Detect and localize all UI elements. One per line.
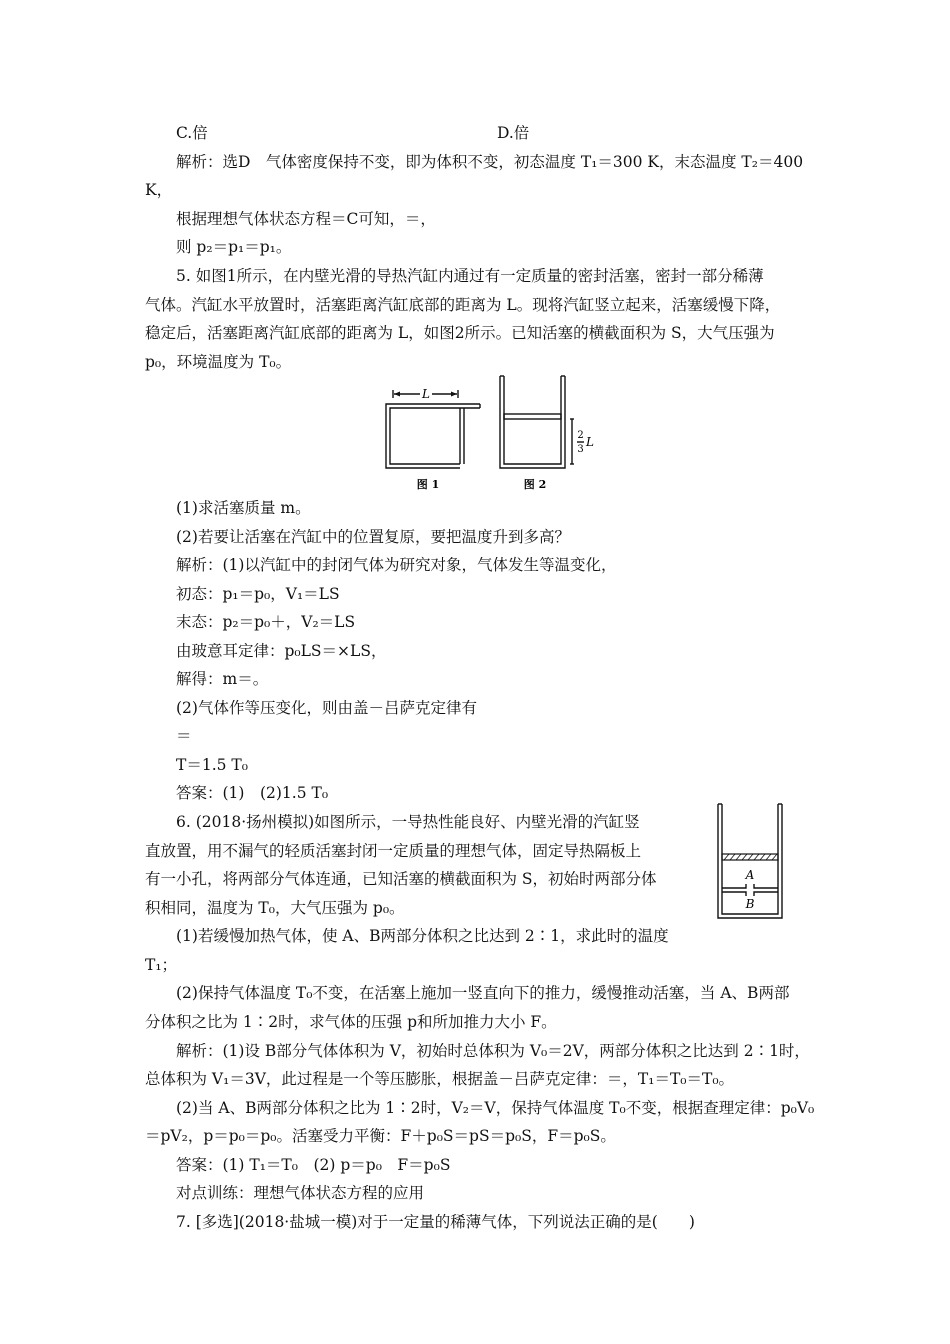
solution-line: 由玻意耳定律：p₀LS＝×LS， — [176, 642, 387, 660]
solution-line: 总体积为 V₁＝3V，此过程是一个等压膨胀，根据盖－吕萨克定律：＝，T₁＝T₀＝T₀。 — [145, 1070, 735, 1088]
fraction-variable-L: L — [586, 435, 594, 449]
solution-line: 解得：m＝。 — [176, 670, 269, 688]
question-5: 稳定后，活塞距离汽缸底部的距离为 L，如图2所示。已知活塞的横截面积为 S，大气压强为 — [145, 324, 775, 342]
question-6: 直放置，用不漏气的轻质活塞封闭一定质量的理想气体，固定导热隔板上 — [145, 842, 642, 860]
text-line: 根据理想气体状态方程＝C可知，＝， — [176, 210, 436, 228]
section-heading: 对点训练：理想气体状态方程的应用 — [176, 1184, 425, 1202]
question-6: 6. (2018·扬州模拟)如图所示，一导热性能良好、内壁光滑的汽缸竖 — [176, 813, 640, 831]
arrowhead-left — [394, 392, 400, 397]
fraction-numerator: 2 — [577, 430, 584, 441]
solution-line: 解析：(1)设 B部分气体体积为 V，初始时总体积为 V₀＝2V，两部分体积之比达到 2∶1时， — [176, 1042, 810, 1060]
caption-figure-1: 图 1 — [416, 478, 440, 491]
question-6: T₁； — [145, 956, 178, 974]
subquestion-1: (1)求活塞质量 m。 — [176, 499, 311, 517]
cylinder-figure-ab — [712, 800, 787, 925]
question-6: (2)保持气体温度 T₀不变，在活塞上施加一竖直向下的推力，缓慢推动活塞，当 A、B两部 — [176, 984, 790, 1002]
question-6: (1)若缓慢加热气体，使 A、B两部分体积之比达到 2∶1，求此时的温度 — [176, 927, 669, 945]
question-6: 分体积之比为 1∶2时，求气体的压强 p和所加推力大小 F。 — [145, 1013, 557, 1031]
fraction-denominator: 3 — [577, 444, 584, 455]
question-7: 7. [多选](2018·盐城一模)对于一定量的稀薄气体，下列说法正确的是( ) — [176, 1213, 695, 1231]
answer-line: 答案：(1) T₁＝T₀ (2) p＝p₀ F＝p₀S — [176, 1156, 451, 1174]
solution-line: (2)当 A、B两部分体积之比为 1∶2时，V₂＝V，保持气体温度 T₀不变，根据查理定律：p₀V₀ — [176, 1099, 815, 1117]
solution-line: 末态：p₂＝p₀＋，V₂＝LS — [176, 613, 356, 631]
question-5: 气体。汽缸水平放置时，活塞距离汽缸底部的距离为 L。现将汽缸竖立起来，活塞缓慢下降， — [145, 296, 781, 314]
chamber-label-b: B — [745, 897, 755, 911]
question-5: 5. 如图1所示，在内壁光滑的导热汽缸内通过有一定质量的密封活塞，密封一部分稀薄 — [176, 267, 764, 285]
chamber-label-a: A — [745, 868, 755, 882]
option-d: D.倍 — [497, 124, 530, 142]
option-c: C.倍 — [176, 124, 208, 142]
question-6: 积相同，温度为 T₀，大气压强为 p₀。 — [145, 899, 405, 917]
solution-line: 解析：(1)以汽缸中的封闭气体为研究对象，气体发生等温变化， — [176, 556, 617, 574]
figure-2-vertical-cylinder — [500, 376, 584, 468]
cylinder-figures-1-2 — [380, 370, 610, 495]
solution-line: ＝ — [176, 727, 192, 745]
text-line: 解析：选D 气体密度保持不变，即为体积不变，初态温度 T₁＝300 K，末态温度 T₂＝400 — [176, 153, 804, 171]
solution-line: ＝pV₂，p＝p₀＝p₀。活塞受力平衡：F＋p₀S＝pS＝p₀S，F＝p₀S。 — [145, 1127, 616, 1145]
piston-hatch — [724, 854, 777, 860]
solution-line: (2)气体作等压变化，则由盖－吕萨克定律有 — [176, 699, 477, 717]
solution-line: T＝1.5 T₀ — [176, 756, 248, 774]
arrowhead-right — [451, 392, 457, 397]
figure-1-horizontal-cylinder — [386, 390, 480, 468]
caption-figure-2: 图 2 — [523, 478, 547, 491]
subquestion-2: (2)若要让活塞在汽缸中的位置复原，要把温度升到多高？ — [176, 528, 570, 546]
question-5: p₀，环境温度为 T₀。 — [145, 353, 292, 371]
solution-line: 初态：p₁＝p₀，V₁＝LS — [176, 585, 340, 603]
text-line: K， — [145, 181, 173, 199]
length-label-L: L — [422, 387, 430, 401]
question-6: 有一小孔，将两部分气体连通，已知活塞的横截面积为 S，初始时两部分体 — [145, 870, 657, 888]
answer-line: 答案：(1) (2)1.5 T₀ — [176, 784, 329, 802]
text-line: 则 p₂＝p₁＝p₁。 — [176, 238, 292, 256]
